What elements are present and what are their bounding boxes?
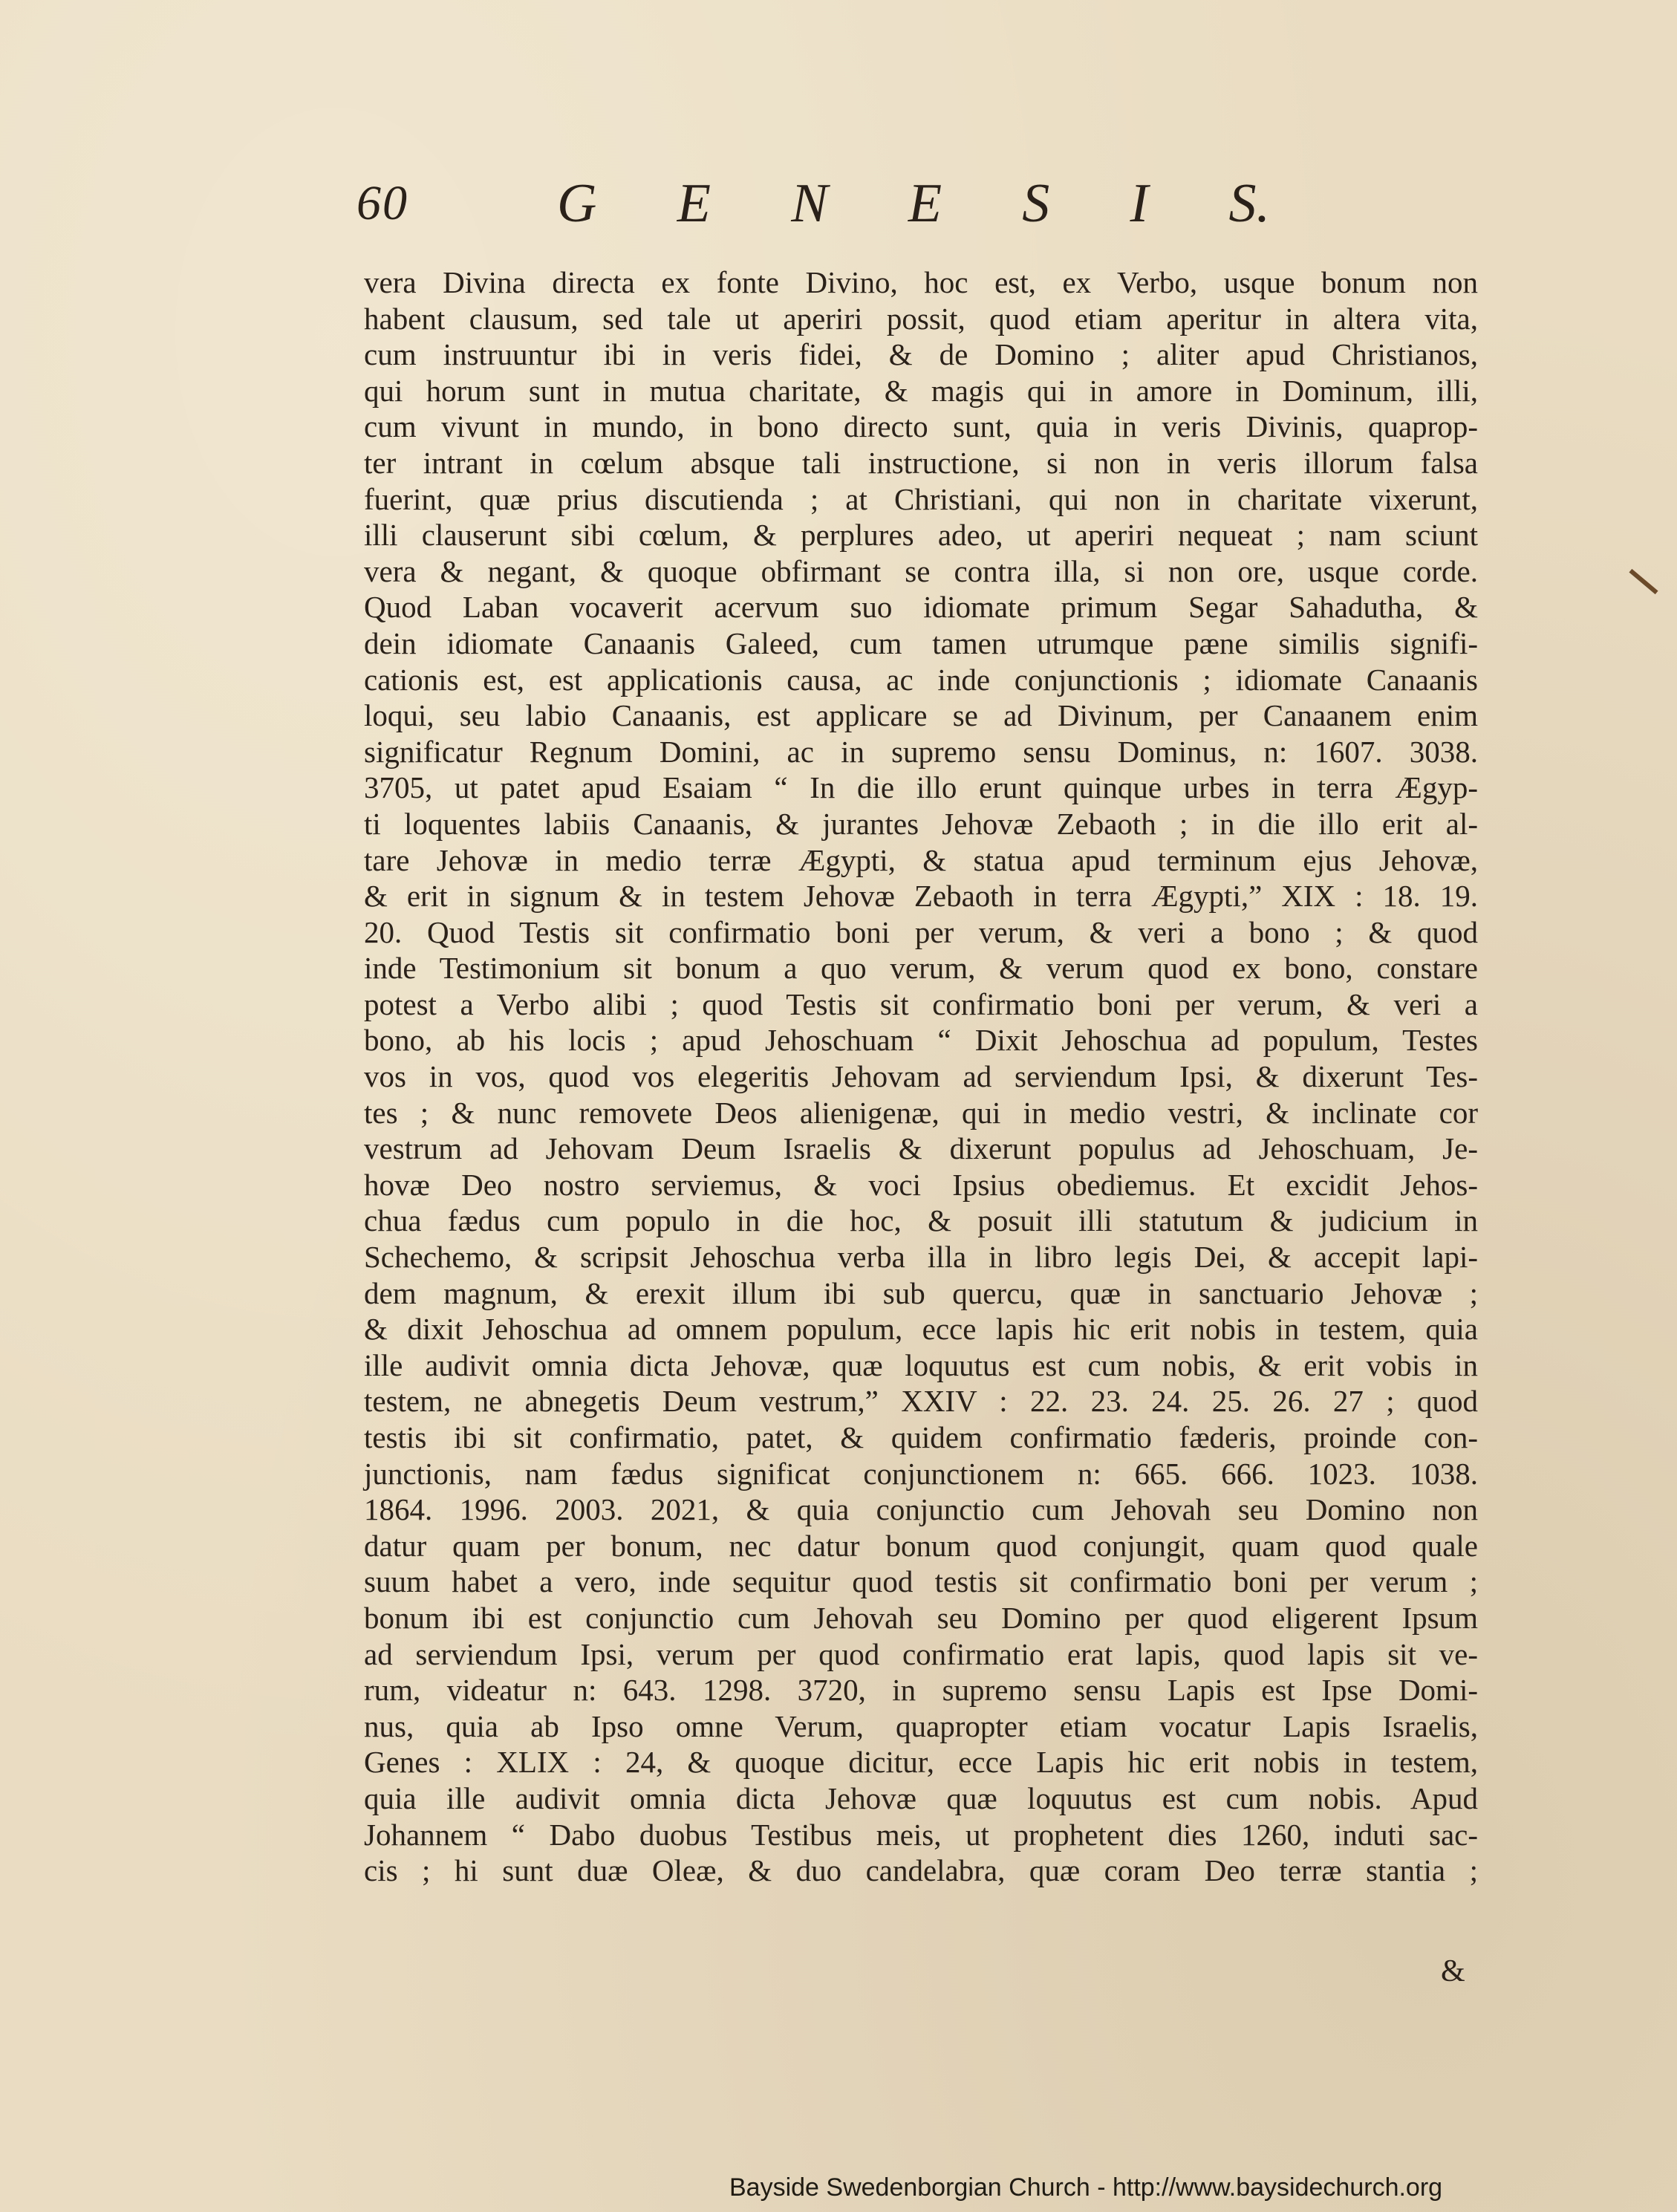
text-line: quia ille audivit omnia dicta Jehovæ quæ loquutus est cum nobis. Apud [364,1780,1478,1815]
text-line: & erit in signum & in testem Jehovæ Zebaoth in terra Ægypti,” XIX : 18. 19. [364,879,1478,914]
page-header [356,172,1270,254]
text-line: ter intrant in cœlum absque tali instructione, si non in veris illorum falsa [364,445,1478,480]
page-number: 60 [356,176,408,230]
text-line: tes ; & nunc removete Deos alienigenæ, qui in medio vestri, & inclinate cor [364,1095,1478,1130]
body-text [364,264,1478,1889]
text-line: hovæ Deo nostro serviemus, & voci Ipsius obediemus. Et excidit Jehos- [364,1167,1478,1202]
text-line: illi clauserunt sibi cœlum, & perplures adeo, ut aperiri nequeat ; nam sciunt [364,518,1478,553]
text-line: cum instruuntur ibi in veris fidei, & de Domino ; aliter apud Christianos, [364,337,1478,372]
text-line: tare Jehovæ in medio terræ Ægypti, & statua apud terminum ejus Jehovæ, [364,842,1478,877]
text-line: potest a Verbo alibi ; quod Testis sit confirmatio boni per verum, & veri a [364,986,1478,1021]
text-line: bonum ibi est conjunctio cum Jehovah seu Domino per quod eligerent Ipsum [364,1600,1478,1635]
title-letter: G [557,173,597,234]
text-line: ille audivit omnia dicta Jehovæ, quæ loquutus est cum nobis, & erit vobis in [364,1347,1478,1382]
text-line: chua fædus cum populo in die hoc, & posuit illi statutum & judicium in [364,1203,1478,1238]
text-line: rum, videatur n: 643. 1298. 3720, in supremo sensu Lapis est Ipse Domi- [364,1673,1478,1708]
text-line: dem magnum, & erexit illum ibi sub quercu, quæ in sanctuario Jehovæ ; [364,1275,1478,1310]
text-line: ti loquentes labiis Canaanis, & jurantes Jehovæ Zebaoth ; in die illo erit al- [364,806,1478,841]
text-line: & dixit Jehoschua ad omnem populum, ecce lapis hic erit nobis in testem, quia [364,1312,1478,1347]
text-line: significatur Regnum Domini, ac in supremo sensu Dominus, n: 1607. 3038. [364,734,1478,769]
text-line: cum vivunt in mundo, in bono directo sunt, quia in veris Divinis, quaprop- [364,409,1478,444]
text-line: vestrum ad Jehovam Deum Israelis & dixerunt populus ad Jehoschuam, Je- [364,1131,1478,1166]
title-letter: I [1130,173,1149,234]
watermark-text: Bayside Swedenborgian Church - http://www.baysidechurch.org [729,2173,1443,2202]
running-title [557,172,1270,235]
text-line: fuerint, quæ prius discutienda ; at Christiani, qui non in charitate vixerunt, [364,481,1478,516]
title-letter: N [791,173,828,234]
text-line: 3705, ut patet apud Esaiam “ In die illo erunt quinque urbes in terra Ægyp- [364,770,1478,805]
title-letter: S [1022,173,1050,234]
text-line: qui horum sunt in mutua charitate, & magis qui in amore in Dominum, illi, [364,373,1478,408]
text-line: suum habet a vero, inde sequitur quod testis sit confirmatio boni per verum ; [364,1564,1478,1599]
text-line: Genes : XLIX : 24, & quoque dicitur, ecce Lapis hic erit nobis in testem, [364,1745,1478,1780]
text-line: vos in vos, quod vos elegeritis Jehovam ad serviendum Ipsi, & dixerunt Tes- [364,1059,1478,1094]
text-line: dein idiomate Canaanis Galeed, cum tamen utrumque pæne similis signifi- [364,625,1478,660]
title-letter: E [908,173,942,234]
text-line: junctionis, nam fædus significat conjunctionem n: 665. 666. 1023. 1038. [364,1456,1478,1491]
text-line: testis ibi sit confirmatio, patet, & quidem confirmatio fæderis, proinde con- [364,1420,1478,1454]
text-line: nus, quia ab Ipso omne Verum, quapropter etiam vocatur Lapis Israelis, [364,1708,1478,1743]
title-letter: S. [1228,173,1270,234]
text-line: datur quam per bonum, nec datur bonum quod conjungit, quam quod quale [364,1528,1478,1563]
text-line: 1864. 1996. 2003. 2021, & quia conjunctio cum Jehovah seu Domino non [364,1492,1478,1527]
text-line: bono, ab his locis ; apud Jehoschuam “ Dixit Jehoschua ad populum, Testes [364,1023,1478,1058]
text-line: 20. Quod Testis sit confirmatio boni per verum, & veri a bono ; & quod [364,914,1478,949]
catchword: & [1441,1954,1465,1988]
text-line: Johannem “ Dabo duobus Testibus meis, ut prophetent dies 1260, induti sac- [364,1817,1478,1852]
title-letter: E [677,173,711,234]
text-line: Quod Laban vocaverit acervum suo idiomate primum Segar Sahadutha, & [364,590,1478,625]
text-line: testem, ne abnegetis Deum vestrum,” XXIV : 22. 23. 24. 25. 26. 27 ; quod [364,1384,1478,1419]
text-line: Schechemo, & scripsit Jehoschua verba illa in libro legis Dei, & accepit lapi- [364,1240,1478,1275]
text-line: cationis est, est applicationis causa, ac inde conjunctionis ; idiomate Canaanis [364,662,1478,697]
text-line: habent clausum, sed tale ut aperiri possit, quod etiam aperitur in altera vita, [364,301,1478,336]
text-line: inde Testimonium sit bonum a quo verum, & verum quod ex bono, constare [364,951,1478,986]
margin-mark [1629,569,1658,594]
text-line: ad serviendum Ipsi, verum per quod confirmatio erat lapis, quod lapis sit ve- [364,1636,1478,1671]
text-line: vera & negant, & quoque obfirmant se contra illa, si non ore, usque corde. [364,553,1478,588]
text-line: loqui, seu labio Canaanis, est applicare se ad Divinum, per Canaanem enim [364,698,1478,733]
text-line: vera Divina directa ex fonte Divino, hoc est, ex Verbo, usque bonum non [364,265,1478,299]
text-line: cis ; hi sunt duæ Oleæ, & duo candelabra, quæ coram Deo terræ stantia ; [364,1853,1478,1888]
